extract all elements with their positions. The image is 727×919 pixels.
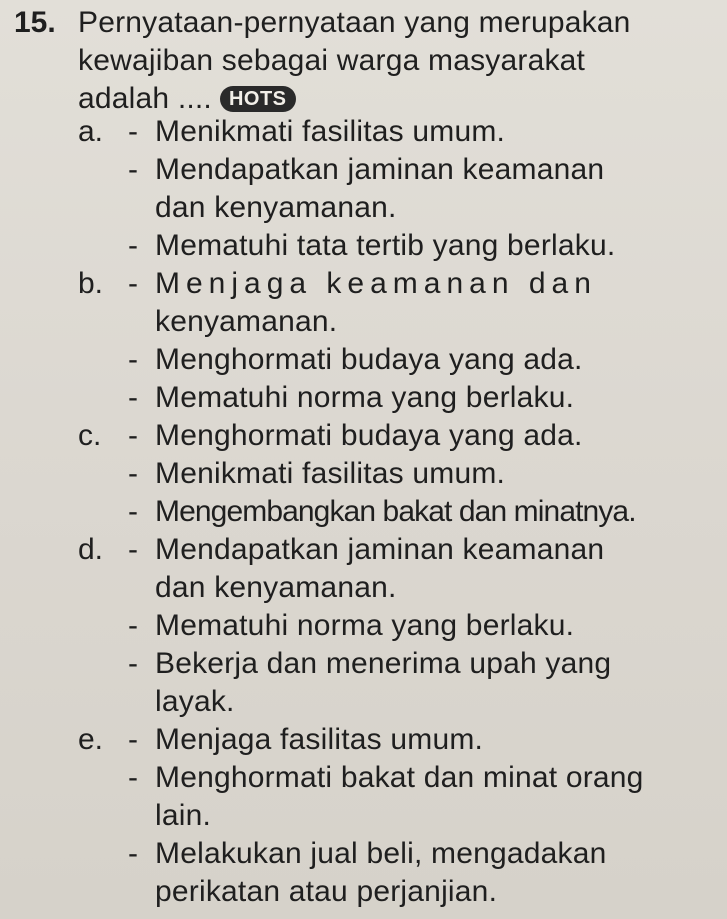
option-d-item-1-line-2: dan kenyamanan. <box>155 571 397 604</box>
question-text-line-3 <box>78 82 296 116</box>
option-b-dash-2: - <box>128 343 138 376</box>
option-b-item-1-line-1: Menjaga keamanan dan <box>155 267 597 300</box>
option-a-dash-1: - <box>128 115 138 148</box>
option-e-dash-1: - <box>128 723 138 756</box>
option-e-dash-2: - <box>128 761 138 794</box>
option-c-dash-3: - <box>128 495 138 528</box>
option-c-dash-2: - <box>128 457 138 490</box>
option-a-item-2-line-1: Mendapatkan jaminan keamanan <box>155 153 605 186</box>
hots-badge: HOTS <box>220 86 296 112</box>
option-e-item-3-line-2: perikatan atau perjanjian. <box>155 875 498 908</box>
option-d-dash-1: - <box>128 533 138 566</box>
option-a-item-1: Menikmati fasilitas umum. <box>155 115 506 148</box>
question-text-line-1: Pernyataan-pernyataan yang merupakan <box>78 6 631 39</box>
option-c-item-1: Menghormati budaya yang ada. <box>155 419 583 452</box>
option-e-item-2-line-2: lain. <box>155 799 212 832</box>
option-d-item-1-line-1: Mendapatkan jaminan keamanan <box>155 533 605 566</box>
option-b-item-3: Mematuhi norma yang berlaku. <box>155 381 575 414</box>
option-e-item-3-line-1: Melakukan jual beli, mengadakan <box>155 837 607 870</box>
option-b-letter: b. <box>78 267 104 300</box>
option-c-letter: c. <box>78 419 102 452</box>
option-d-dash-2: - <box>128 609 138 642</box>
option-c-item-3: Mengembangkan bakat dan minatnya. <box>155 495 636 528</box>
question-number: 15. <box>14 6 56 39</box>
option-a-letter: a. <box>78 115 104 148</box>
option-d-letter: d. <box>78 533 104 566</box>
option-e-item-2-line-1: Menghormati bakat dan minat orang <box>155 761 644 794</box>
option-b-item-1-line-2: kenyamanan. <box>155 305 338 338</box>
option-a-item-3: Mematuhi tata tertib yang berlaku. <box>155 229 616 262</box>
option-a-dash-2: - <box>128 153 138 186</box>
option-b-dash-1: - <box>128 267 138 300</box>
option-a-item-2-line-2: dan kenyamanan. <box>155 191 397 224</box>
option-d-dash-3: - <box>128 647 138 680</box>
option-c-item-2: Menikmati fasilitas umum. <box>155 457 506 490</box>
option-a-dash-3: - <box>128 229 138 262</box>
option-b-item-2: Menghormati budaya yang ada. <box>155 343 583 376</box>
option-d-item-3-line-1: Bekerja dan menerima upah yang <box>155 647 612 680</box>
option-e-letter: e. <box>78 723 104 756</box>
question-text-adalah: adalah .... <box>78 82 212 115</box>
option-e-dash-3: - <box>128 837 138 870</box>
question-text-line-2: kewajiban sebagai warga masyarakat <box>78 44 586 77</box>
option-b-dash-3: - <box>128 381 138 414</box>
option-e-item-1: Menjaga fasilitas umum. <box>155 723 484 756</box>
option-d-item-3-line-2: layak. <box>155 685 235 718</box>
option-d-item-2: Mematuhi norma yang berlaku. <box>155 609 575 642</box>
option-c-dash-1: - <box>128 419 138 452</box>
